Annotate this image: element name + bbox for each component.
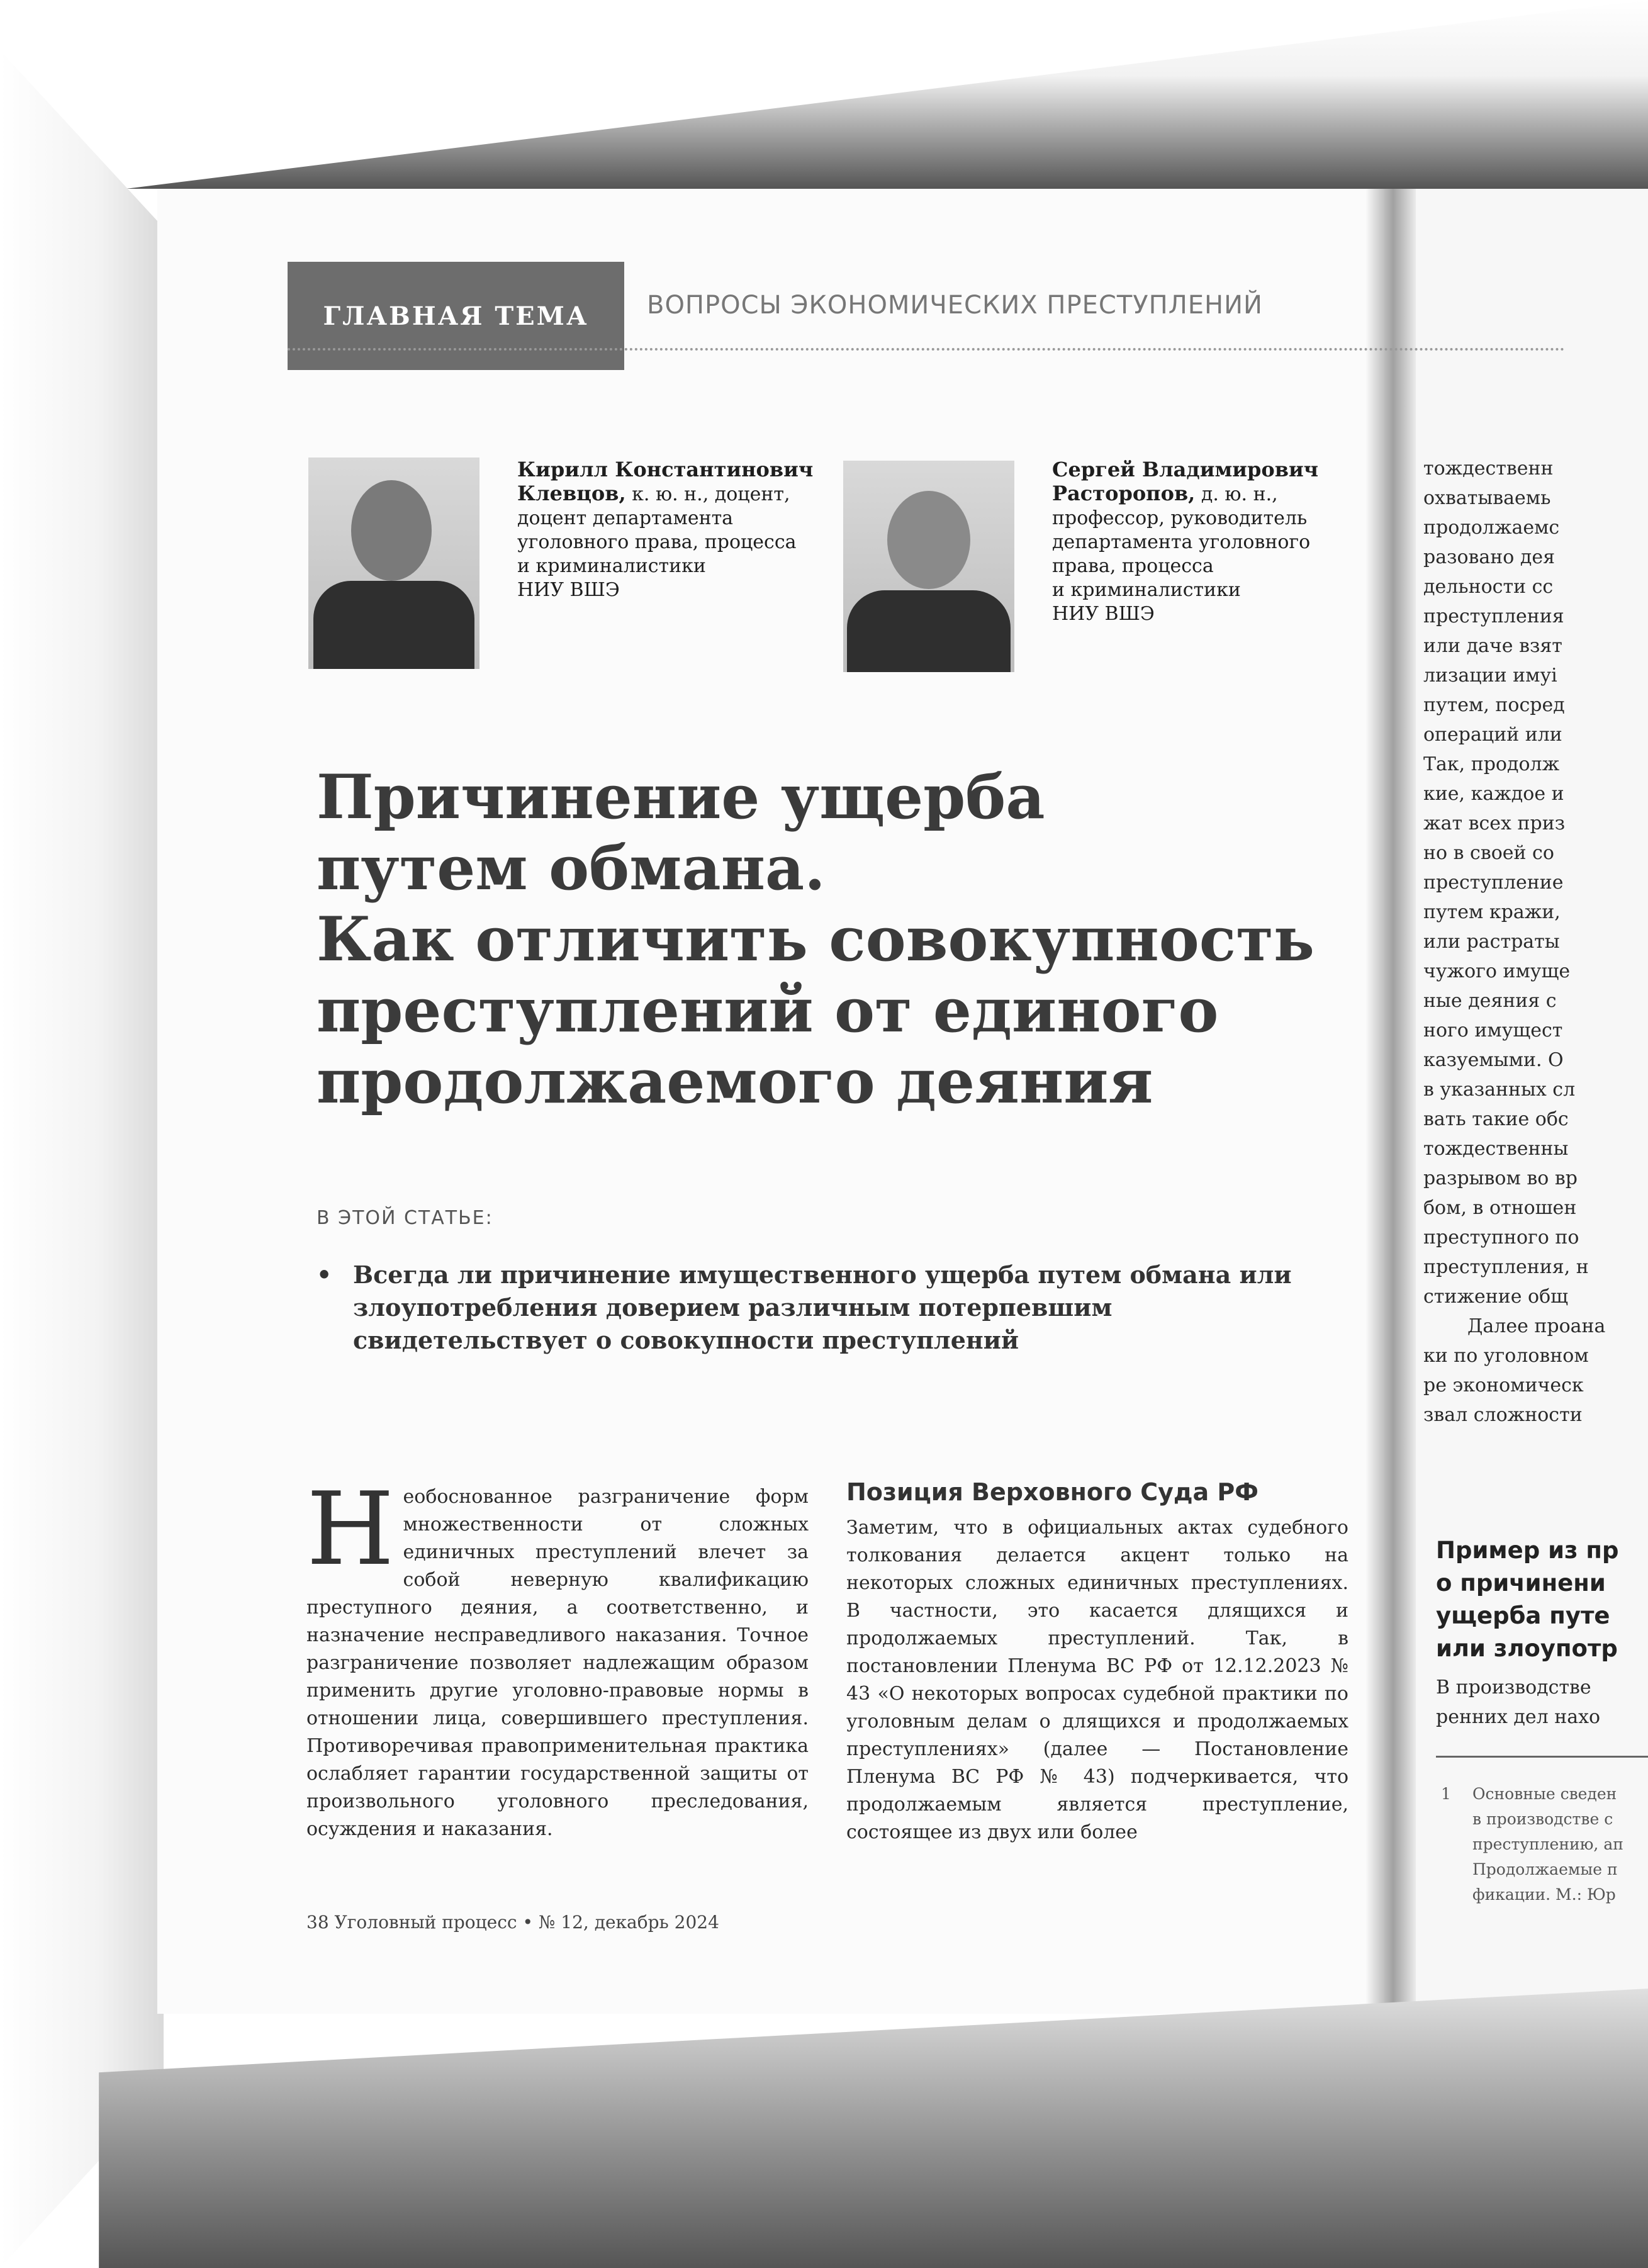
right-page-line: ре экономическ bbox=[1423, 1374, 1584, 1396]
footnote-line: в производстве с bbox=[1472, 1810, 1613, 1828]
author-photo-1-suit bbox=[313, 581, 474, 669]
author-name-2: Сергей Владимирович bbox=[1052, 458, 1319, 481]
section-tag bbox=[288, 262, 624, 370]
section-label: ГЛАВНАЯ ТЕМА bbox=[323, 301, 589, 331]
title-line: Как отличить совокупность bbox=[317, 904, 1314, 975]
author-affiliation-line: профессор, руководитель bbox=[1052, 507, 1308, 529]
column-2-text: Заметим, что в официальных актах судебного толкования делается акцент только на некоторых сложных единичных преступлениях. В частности, это касается длящихся и продолжаемых преступлений. Так, в постановлении Пленума ВС РФ от 12.12.2023 № 43 «О некоторых вопросах судебной практики по уголовным делам о длящихся и продолжаемых преступлениях» (далее — Постановление Пленума ВС РФ № 43) подчеркивается, что продолжаемым является преступление, состоящее из двух или более bbox=[846, 1517, 1348, 1843]
right-page-line: ки по уголовном bbox=[1423, 1345, 1589, 1367]
author-surname-2: Расторопов, bbox=[1052, 481, 1196, 505]
right-page-line: чужого имуще bbox=[1423, 960, 1571, 982]
right-page-line: операций или bbox=[1423, 724, 1562, 746]
right-page-line: путем кражи, bbox=[1423, 901, 1561, 923]
footnote-divider bbox=[1436, 1756, 1648, 1758]
right-page-heading-line: ущерба путе bbox=[1436, 1602, 1610, 1629]
author-photo-2-suit bbox=[847, 590, 1011, 672]
right-page-line: тождественны bbox=[1423, 1138, 1569, 1160]
in-this-article-label: В ЭТОЙ СТАТЬЕ: bbox=[317, 1207, 493, 1229]
right-page-line: преступления, н bbox=[1423, 1256, 1589, 1278]
title-line: преступлений от единого bbox=[317, 975, 1219, 1046]
right-page-line: путем, посред bbox=[1423, 694, 1565, 716]
author-affiliation-line: доцент департамента bbox=[517, 507, 734, 529]
column-1-text: еобоснованное разграничение форм множественности от сложных единичных преступлений влечет за собой неверную квалификацию преступного деяния, а соответственно, и назначение несправедливого наказания. Точное разграничение позволяет надлежащим образом применить другие уголовно-правовые нормы в отношении лица, совершившего преступления. Противоречивая правоприменительная практика ослабляет гарантии государственной защиты от произвольного уголовного преследования, осуждения и наказания. bbox=[306, 1486, 809, 1840]
author-degree-1: к. ю. н., доцент, bbox=[625, 483, 790, 505]
right-page-line: дельности сс bbox=[1423, 576, 1554, 598]
right-page-heading-line: или злоупотр bbox=[1436, 1635, 1618, 1662]
author-affiliation-line: и криминалистики bbox=[1052, 579, 1241, 601]
subsection-label: ВОПРОСЫ ЭКОНОМИЧЕСКИХ ПРЕСТУПЛЕНИЙ bbox=[647, 291, 1263, 320]
right-page-line: звал сложности bbox=[1423, 1404, 1583, 1426]
right-page-line: кие, каждое и bbox=[1423, 783, 1564, 805]
title-line: Причинение ущерба bbox=[317, 761, 1045, 833]
right-page-line: или растраты bbox=[1423, 931, 1560, 953]
in-this-article-item bbox=[317, 1259, 1336, 1357]
author-affiliation-line: НИУ ВШЭ bbox=[1052, 603, 1155, 625]
right-page-line: В производстве bbox=[1436, 1676, 1591, 1698]
right-page-line: Так, продолж bbox=[1423, 753, 1560, 775]
author-affiliation-line: и криминалистики bbox=[517, 555, 706, 577]
right-page-line: жат всех приз bbox=[1423, 812, 1566, 834]
right-page-line: продолжаемс bbox=[1423, 517, 1560, 539]
author-affiliation-line: права, процесса bbox=[1052, 555, 1214, 577]
right-page-line: вать такие обс bbox=[1423, 1108, 1569, 1130]
right-page-line: охватываемь bbox=[1423, 487, 1551, 509]
in-this-article-text: Всегда ли причинение имущественного ущерба путем обмана или злоупотребления доверием различным потерпевшим свидетельствует о совокупности преступлений bbox=[353, 1260, 1292, 1354]
right-page-line: казуемыми. О bbox=[1423, 1049, 1564, 1071]
footnote-line: Продолжаемые п bbox=[1472, 1860, 1618, 1878]
body-column-2 bbox=[846, 1476, 1348, 1846]
author-name-1: Кирилл Константинович bbox=[517, 458, 814, 481]
right-page-line: в указанных сл bbox=[1423, 1079, 1576, 1101]
footnote-line: фикации. М.: Юр bbox=[1472, 1885, 1616, 1904]
scan-shadow-bottom bbox=[0, 1989, 1648, 2268]
author-info-1 bbox=[517, 458, 844, 602]
right-page-line: ного имущест bbox=[1423, 1019, 1563, 1041]
author-surname-1: Клевцов, bbox=[517, 481, 626, 505]
author-affiliation-line: уголовного права, процесса bbox=[517, 531, 797, 553]
footnote-line: преступлению, ап bbox=[1472, 1835, 1623, 1853]
author-photo-1-head bbox=[351, 480, 432, 581]
article-title bbox=[317, 761, 1348, 1117]
author-photo-2 bbox=[843, 461, 1014, 672]
right-page-line: разрывом во вр bbox=[1423, 1167, 1578, 1189]
right-page-line: разовано дея bbox=[1423, 546, 1556, 568]
right-page-line: тождественн bbox=[1423, 458, 1554, 480]
right-page-line: лизации имуі bbox=[1423, 665, 1557, 687]
right-page-line: преступления bbox=[1423, 605, 1564, 627]
right-page-line: Далее проана bbox=[1467, 1315, 1606, 1337]
body-column-1 bbox=[306, 1470, 809, 1843]
title-line: путем обмана. bbox=[317, 833, 826, 904]
title-line: продолжаемого деяния bbox=[317, 1046, 1153, 1117]
right-page-line: стижение общ bbox=[1423, 1286, 1569, 1308]
author-photo-2-head bbox=[887, 491, 970, 589]
drop-cap: Н bbox=[306, 1470, 395, 1588]
page-footer: 38 Уголовный процесс • № 12, декабрь 2024 bbox=[306, 1912, 719, 1933]
right-page-heading-line: о причинени bbox=[1436, 1569, 1606, 1597]
footnote-line: Основные сведен bbox=[1472, 1785, 1617, 1803]
section-heading: Позиция Верховного Суда РФ bbox=[846, 1478, 1258, 1506]
header-divider bbox=[288, 348, 1565, 351]
author-affiliation-line: департамента уголовного bbox=[1052, 531, 1311, 553]
right-page-line: ренних дел нахо bbox=[1436, 1706, 1601, 1728]
author-photo-1 bbox=[308, 458, 479, 669]
scan-shadow-left bbox=[0, 50, 164, 2268]
right-page-line: или даче взят bbox=[1423, 635, 1562, 657]
right-page-heading-line: Пример из пр bbox=[1436, 1537, 1619, 1564]
scan-shadow-top bbox=[126, 0, 1648, 189]
author-degree-2: д. ю. н., bbox=[1195, 483, 1278, 505]
bullet-mark: • bbox=[317, 1260, 332, 1289]
footnote-mark: 1 bbox=[1441, 1785, 1451, 1803]
right-page-line: преступного по bbox=[1423, 1227, 1579, 1249]
right-page-line: ные деяния с bbox=[1423, 990, 1557, 1012]
author-affiliation-line: НИУ ВШЭ bbox=[517, 579, 620, 601]
author-info-2 bbox=[1052, 458, 1379, 626]
right-page-line: бом, в отношен bbox=[1423, 1197, 1577, 1219]
right-page-line: но в своей со bbox=[1423, 842, 1554, 864]
right-page-line: преступление bbox=[1423, 872, 1564, 894]
